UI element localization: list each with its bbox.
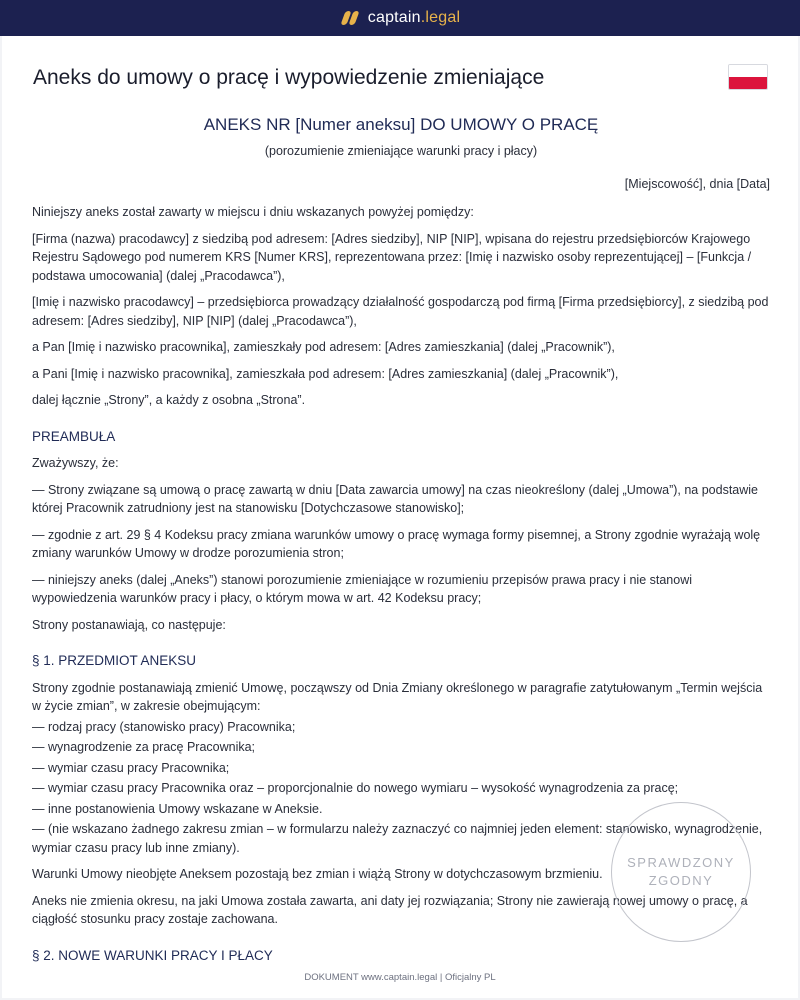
top-bar [0, 0, 800, 36]
preamble-lead: Zważywszy, że: [32, 456, 119, 470]
party-employer-company: [Firma (nazwa) pracodawcy] z siedzibą pod adresem: [Adres siedziby], NIP [NIP], wpisana do rejestru przedsiębiorców Krajowego Rejestru Sądowego pod numerem KRS [Numer KRS], reprezentowana przez: [Imię i nazwisko osoby reprezentującej] – [Funkcja / podstawa umocowania] (dalej „Pracodawca”), [32, 231, 752, 283]
section1-item: — wymiar czasu pracy Pracownika oraz – proporcjonalnie do nowego wymiaru – wysokość wynagrodzenia za pracę; [32, 781, 679, 795]
section1-item: — wynagrodzenie za pracę Pracownika; [32, 740, 256, 754]
brand-name[interactable] [368, 9, 460, 27]
brand-name-accent: .legal [420, 9, 461, 26]
section1-item: — wymiar czasu pracy Pracownika; [32, 760, 230, 775]
page-footer: DOKUMENT www.captain.legal | Oficjalny PL [304, 972, 496, 983]
party-employer-sole-trader: [Imię i nazwisko pracodawcy] – przedsiębiorca prowadzący działalność gospodarczą pod firmą [Firma przedsiębiorcy], z siedzibą pod adresem: [Adres siedziby], NIP [NIP] (dalej „Pracodawca”), [32, 295, 769, 328]
document-subtitle: (porozumienie zmieniające warunki pracy i płacy) [264, 144, 538, 158]
preamble-item: — Strony związane są umową o pracę zawartą w dniu [Data zawarcia umowy] na czas nieokreślony (dalej „Umowa”), na podstawie której Pracownik zatrudniony jest na stanowisku [Dotychczasowe stanowisko]; [32, 482, 759, 515]
section1-lead: Strony zgodnie postanawiają zmienić Umowę, począwszy od Dnia Zmiany określonego w paragrafie zatytułowanym „Termin wejścia w życie zmian”, w zakresie obejmującym: [32, 680, 763, 713]
captain-logo-icon [340, 10, 360, 26]
page-title: Aneks do umowy o pracę i wypowiedzenie zmieniające [33, 66, 545, 89]
section1-paragraph: Aneks nie zmienia okresu, na jaki Umowa została zawarta, ani daty jej rozwiązania; Strony nie zawierają nowej umowy o pracę, a ciągłość stosunku pracy zostaje zachowana. [32, 893, 748, 926]
party-employee-male: a Pan [Imię i nazwisko pracownika], zamieszkały pod adresem: [Adres zamieszkania] (dalej „Pracownik”), [32, 340, 615, 354]
preamble-closing: Strony postanawiają, co następuje: [32, 617, 226, 632]
document-page [2, 36, 798, 998]
section1-item: — rodzaj pracy (stanowisko pracy) Pracownika; [32, 719, 296, 734]
section1-item: — inne postanowienia Umowy wskazane w Aneksie. [32, 801, 323, 816]
document-body [32, 108, 770, 967]
intro-paragraph: Niniejszy aneks został zawarty w miejscu i dniu wskazanych powyżej pomiędzy: [32, 205, 474, 219]
section1-item: — (nie wskazano żadnego zakresu zmian – w formularzu należy zaznaczyć co najmniej jeden element: stanowisko, wynagrodzenie, wymiar czasu pracy lub inne zmiany). [32, 822, 763, 855]
brand-name-main: captain [367, 9, 421, 26]
poland-flag-icon [728, 64, 768, 90]
section-heading-2: § 2. NOWE WARUNKI PRACY I PŁACY [32, 947, 273, 963]
section-heading-1: § 1. PRZEDMIOT ANEKSU [32, 653, 197, 668]
preamble-item: — niniejszy aneks (dalej „Aneks”) stanowi porozumienie zmieniające w rozumieniu przepisów prawa pracy i nie stanowi wypowiedzenia warunków pracy i płacy, o którym mowa w art. 42 Kodeksu pracy; [32, 572, 693, 605]
place-date: [Miejscowość], dnia [Data] [624, 176, 770, 191]
section1-paragraph: Warunki Umowy nieobjęte Aneksem pozostają bez zmian i wiążą Strony w dotychczasowym brzmieniu. [32, 867, 603, 881]
parties-jointly: dalej łącznie „Strony”, a każdy z osobna „Strona”. [32, 393, 306, 407]
preamble-item: — zgodnie z art. 29 § 4 Kodeksu pracy zmiana warunków umowy o pracę wymaga formy pisemnej, a Strony zgodnie wyrażają wolę zmiany warunków Umowy w drodze porozumienia stron; [32, 527, 761, 560]
party-employee-female: a Pani [Imię i nazwisko pracownika], zamieszkała pod adresem: [Adres zamieszkania] (dalej „Pracownik”), [32, 366, 619, 381]
stamp-text-line2: ZGODNY [648, 873, 714, 888]
stamp-text-line1: SPRAWDZONY [627, 855, 735, 870]
document-title: ANEKS NR [Numer aneksu] DO UMOWY O PRACĘ [203, 115, 599, 134]
section-heading-preamble: PREAMBUŁA [32, 428, 116, 444]
